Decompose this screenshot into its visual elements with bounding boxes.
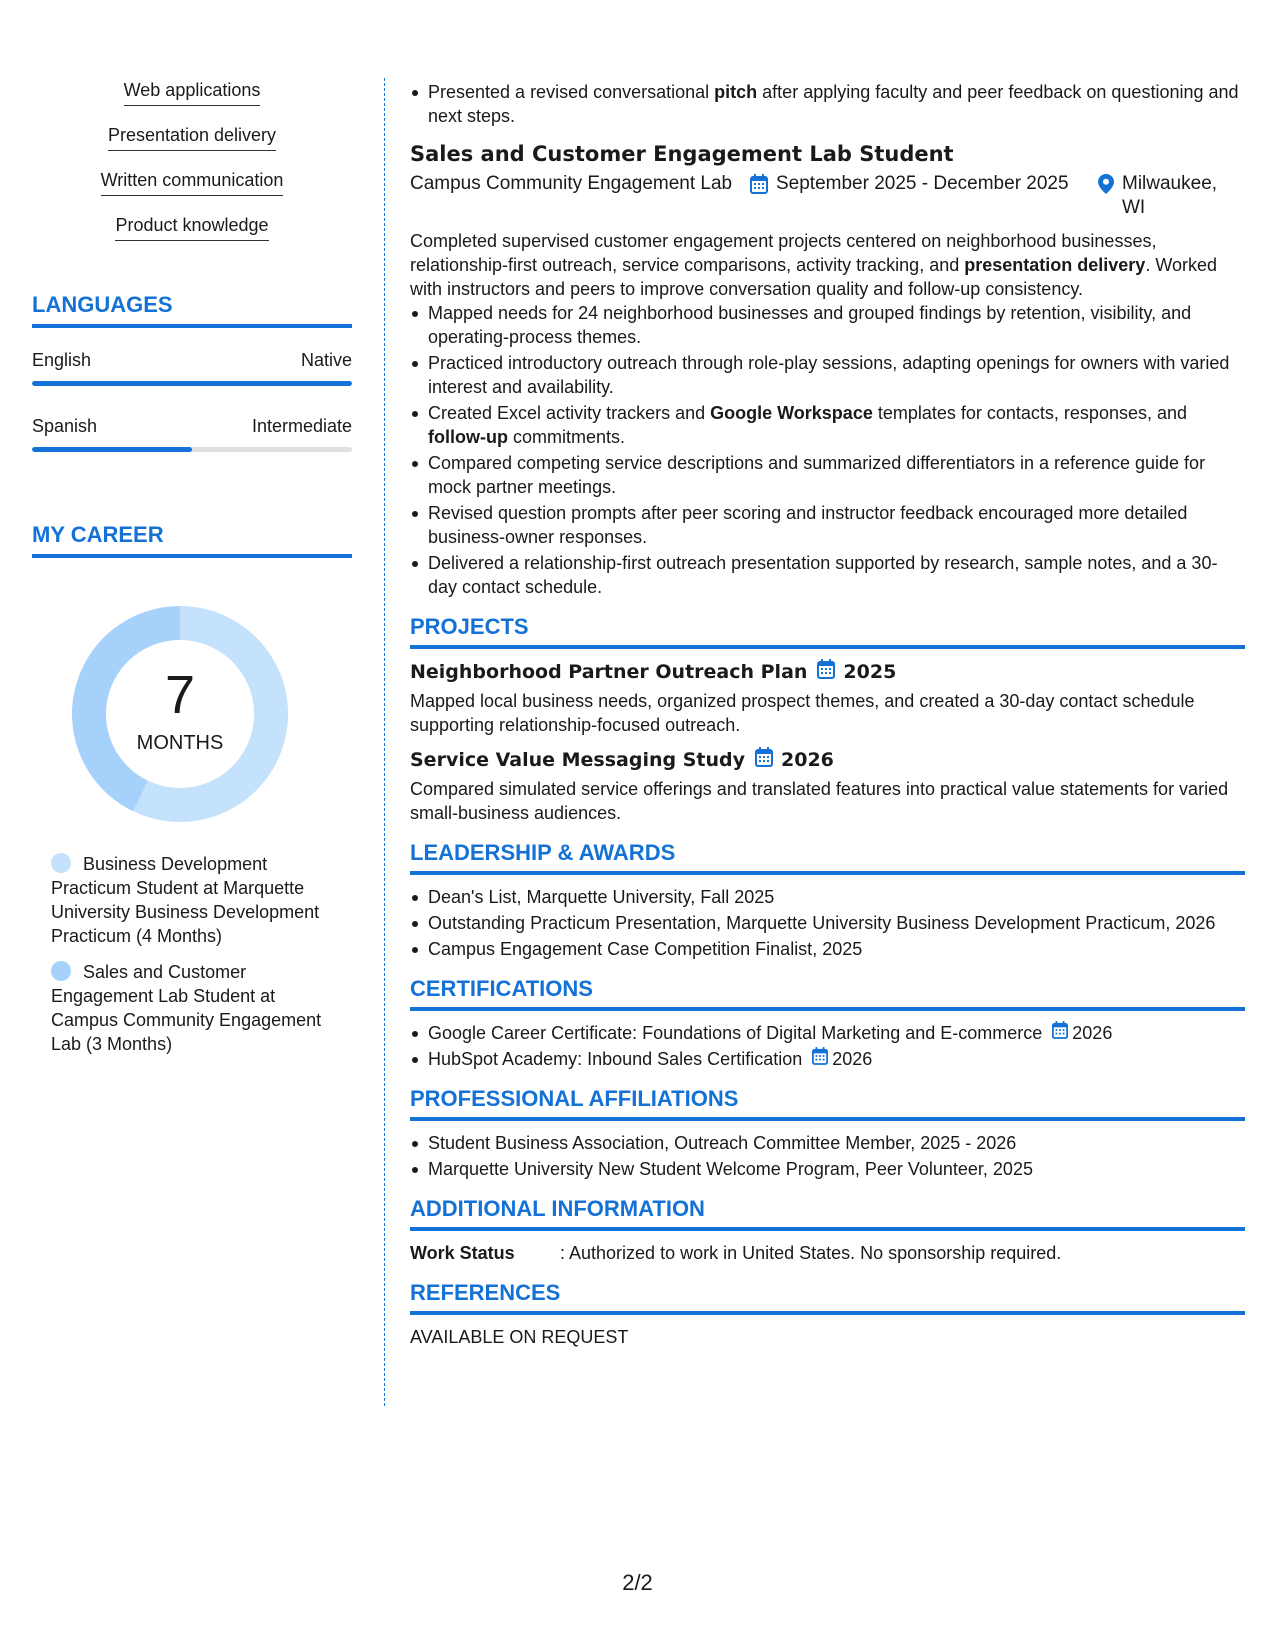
list-item: Practiced introductory outreach through role-play sessions, adapting openings for owners with varied interest and availability. xyxy=(410,351,1245,399)
calendar-icon xyxy=(1052,1021,1068,1045)
language-level: Intermediate xyxy=(251,416,352,436)
list-item: Mapped needs for 24 neighborhood businesses and grouped findings by retention, visibility, and operating-process themes. xyxy=(410,301,1245,349)
page-number: 2/2 xyxy=(622,1570,653,1595)
career-heading: MY CAREER xyxy=(32,522,352,558)
text: Presented a revised conversational xyxy=(428,82,715,102)
list-item: Campus Engagement Case Competition Finalist, 2025 xyxy=(410,937,1245,961)
legend-dot xyxy=(51,961,71,981)
bold-text: Google Workspace xyxy=(710,403,873,423)
work-status-row xyxy=(410,1241,1245,1265)
cert-year xyxy=(812,1047,872,1071)
career-donut-chart xyxy=(32,598,352,828)
job-company: Campus Community Engagement Lab xyxy=(410,173,733,194)
sidebar xyxy=(32,80,352,1068)
job-title: Sales and Customer Engagement Lab Student xyxy=(410,142,954,166)
project-title xyxy=(410,659,1245,685)
additional-info-heading: ADDITIONAL INFORMATION xyxy=(410,1197,1245,1231)
cert-name: Google Career Certificate: Foundations of Digital Marketing and E-commerce xyxy=(428,1023,1043,1043)
calendar-icon xyxy=(817,659,835,685)
career-legend xyxy=(32,852,352,1056)
cert-year xyxy=(1052,1021,1112,1045)
legend-dot xyxy=(51,853,71,873)
text: commitments. xyxy=(507,427,626,447)
work-status-value: : Authorized to work in United States. No sponsorship required. xyxy=(560,1243,1062,1263)
language-item-spanish xyxy=(32,416,352,452)
bold-text: presentation delivery xyxy=(964,255,1146,275)
skill-item: Web applications xyxy=(124,80,261,106)
job-dates-text: September 2025 - December 2025 xyxy=(776,173,1069,194)
project-year: 2025 xyxy=(843,661,897,683)
list-item: Marquette University New Student Welcome Program, Peer Volunteer, 2025 xyxy=(410,1157,1245,1181)
languages-heading: LANGUAGES xyxy=(32,292,352,328)
job-dates xyxy=(750,172,1098,201)
skills-list xyxy=(32,80,352,260)
language-proficiency-bar xyxy=(32,447,352,452)
skill-item: Product knowledge xyxy=(115,215,268,241)
career-legend-item xyxy=(51,852,332,948)
leadership-list xyxy=(410,885,1245,961)
list-item xyxy=(410,1021,1245,1045)
calendar-icon xyxy=(750,174,768,201)
cert-name: HubSpot Academy: Inbound Sales Certification xyxy=(428,1049,803,1069)
project-description: Mapped local business needs, organized prospect themes, and created a 30-day contact schedule supporting relationship-focused outreach. xyxy=(410,691,1195,735)
list-item xyxy=(410,1047,1245,1071)
language-item-english xyxy=(32,350,352,386)
job-meta xyxy=(410,172,1245,220)
main-content xyxy=(410,80,1245,1349)
skill-item: Presentation delivery xyxy=(108,125,276,151)
project-description: Compared simulated service offerings and translated features into practical value statements for varied small-business audiences. xyxy=(410,779,1229,823)
calendar-icon xyxy=(812,1047,828,1071)
job-summary xyxy=(410,229,1245,301)
text: Completed supervised customer engagement projects centered on neighborhood businesses, relationship-first outreach, service comparisons, activity tracking, and xyxy=(410,231,1157,275)
legend-label: Business Development Practicum Student at Marquette University Business Development Practicum (4 Months) xyxy=(51,854,320,946)
legend-label: Sales and Customer Engagement Lab Student at Campus Community Engagement Lab (3 Months) xyxy=(51,962,322,1054)
language-proficiency-fill xyxy=(32,381,352,386)
project-title xyxy=(410,747,1245,773)
affiliations-list xyxy=(410,1131,1245,1181)
certifications-list xyxy=(410,1021,1245,1071)
leadership-heading: LEADERSHIP & AWARDS xyxy=(410,841,1245,875)
bold-text: follow-up xyxy=(428,427,508,447)
list-item xyxy=(410,80,1245,128)
career-unit: MONTHS xyxy=(136,732,224,754)
list-item: Student Business Association, Outreach Committee Member, 2025 - 2026 xyxy=(410,1131,1245,1155)
language-name: English xyxy=(32,350,92,370)
text: after applying faculty and peer feedback on questioning and next steps. xyxy=(428,82,1239,126)
language-proficiency-bar xyxy=(32,381,352,386)
text: Created Excel activity trackers and xyxy=(428,403,711,423)
project-name: Neighborhood Partner Outreach Plan xyxy=(410,661,808,683)
references-text: AVAILABLE ON REQUEST xyxy=(410,1327,629,1347)
list-item: Outstanding Practicum Presentation, Marquette University Business Development Practicum, 2026 xyxy=(410,911,1245,935)
skill-item: Written communication xyxy=(101,170,284,196)
text: templates for contacts, responses, and xyxy=(872,403,1188,423)
career-legend-item xyxy=(51,960,332,1056)
text: . Worked with instructors and peers to improve conversation quality and follow-up consistency. xyxy=(410,255,1218,299)
language-name: Spanish xyxy=(32,416,98,436)
list-item xyxy=(410,401,1245,449)
location-pin-icon xyxy=(1098,174,1114,220)
language-proficiency-fill xyxy=(32,447,192,452)
column-divider xyxy=(384,78,385,1406)
cert-year-text: 2026 xyxy=(832,1049,873,1069)
job-location xyxy=(1098,172,1245,220)
calendar-icon xyxy=(755,747,773,773)
list-item: Dean's List, Marquette University, Fall 2025 xyxy=(410,885,1245,909)
work-status-label: Work Status xyxy=(410,1243,515,1263)
project-name: Service Value Messaging Study xyxy=(410,749,745,771)
project-year: 2026 xyxy=(781,749,834,771)
bold-text: pitch xyxy=(714,82,758,102)
language-level: Native xyxy=(300,350,352,370)
list-item: Delivered a relationship-first outreach presentation supported by research, sample notes, and a 30-day contact schedule. xyxy=(410,551,1245,599)
certifications-heading: CERTIFICATIONS xyxy=(410,977,1245,1011)
job-bullets xyxy=(410,301,1245,599)
references-heading: REFERENCES xyxy=(410,1281,1245,1315)
list-item: Compared competing service descriptions and summarized differentiators in a reference guide for mock partner meetings. xyxy=(410,451,1245,499)
career-total: 7 xyxy=(164,665,196,725)
job-location-text: Milwaukee, WI xyxy=(1122,173,1218,218)
previous-job-bullets xyxy=(410,80,1245,128)
cert-year-text: 2026 xyxy=(1072,1023,1113,1043)
affiliations-heading: PROFESSIONAL AFFILIATIONS xyxy=(410,1087,1245,1121)
list-item: Revised question prompts after peer scoring and instructor feedback encouraged more detailed business-owner responses. xyxy=(410,501,1245,549)
projects-heading: PROJECTS xyxy=(410,615,1245,649)
